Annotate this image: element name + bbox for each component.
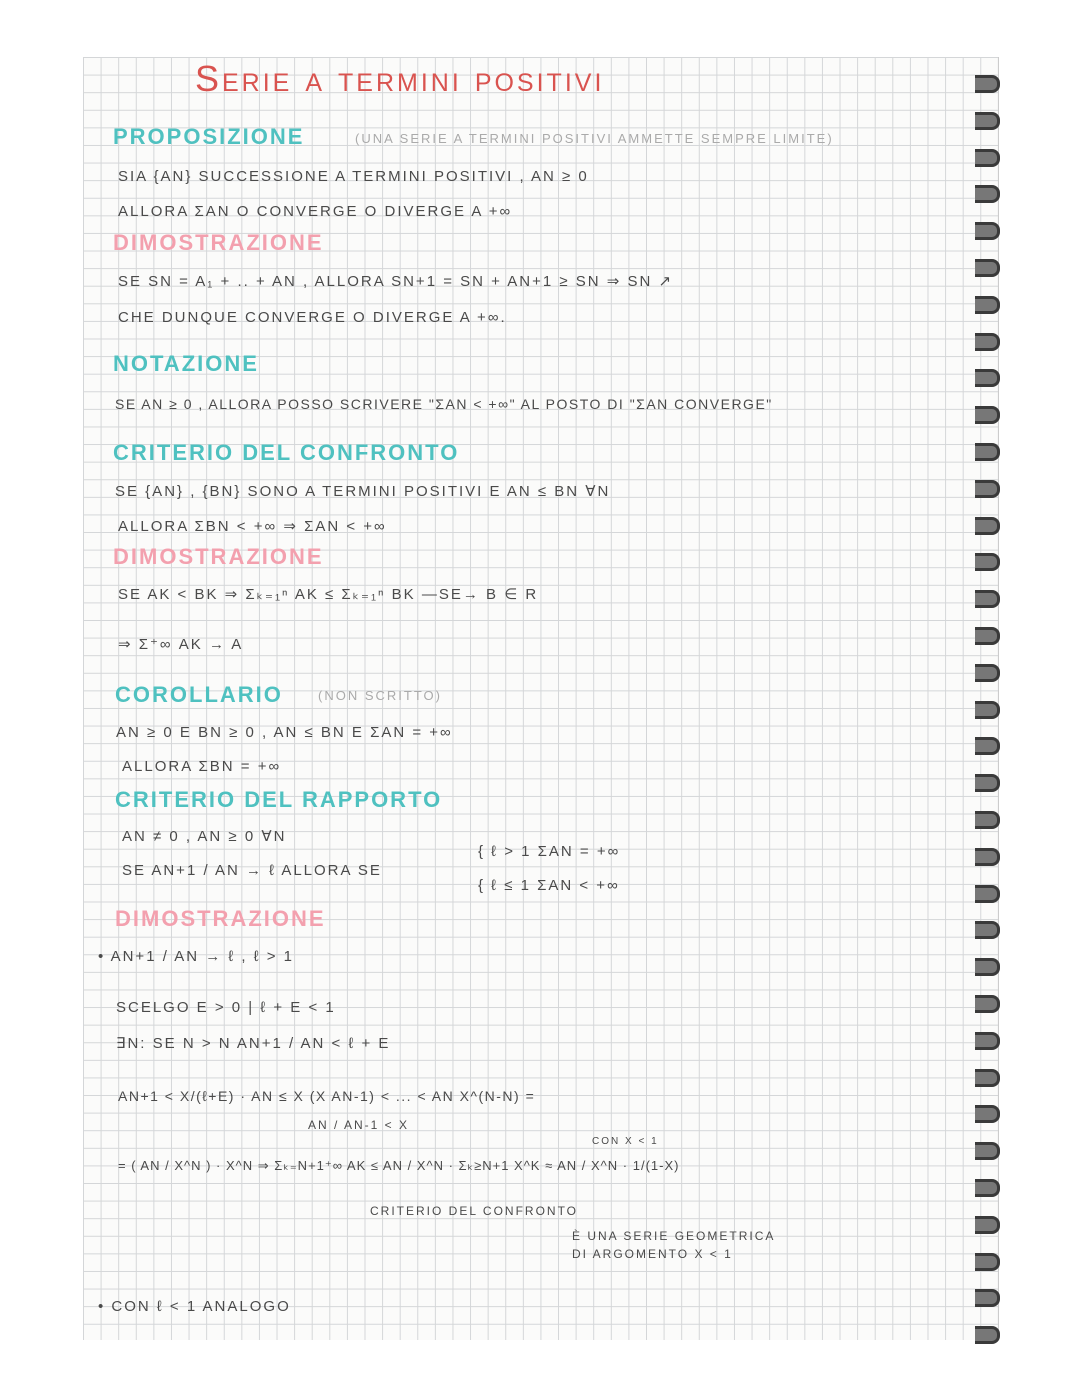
heading-dimostrazione: DIMOSTRAZIONE — [115, 906, 326, 931]
page-title: Serie a termini positivi — [195, 58, 605, 99]
text-line: SE {AN} , {BN} SONO A TERMINI POSITIVI E AN ≤ BN ∀N — [115, 483, 611, 500]
annotation: CRITERIO DEL CONFRONTO — [370, 1204, 579, 1218]
spiral-ring — [975, 406, 1000, 424]
spiral-ring — [975, 369, 1000, 387]
spiral-ring — [975, 1179, 1000, 1197]
text-line: SIA {AN} SUCCESSIONE A TERMINI POSITIVI , AN ≥ 0 — [118, 168, 589, 185]
text-line: • CON ℓ < 1 ANALOGO — [98, 1298, 291, 1315]
spiral-ring — [975, 1142, 1000, 1160]
spiral-ring — [975, 333, 1000, 351]
spiral-ring — [975, 1326, 1000, 1344]
heading-criterio-rapporto: CRITERIO DEL RAPPORTO — [115, 787, 443, 812]
spiral-ring — [975, 443, 1000, 461]
proposizione-aside: (UNA SERIE A TERMINI POSITIVI AMMETTE SEMPRE LIMITE) — [355, 131, 834, 146]
spiral-ring — [975, 921, 1000, 939]
spiral-ring — [975, 664, 1000, 682]
text-line: ∃N: SE N > N AN+1 / AN < ℓ + Ε — [116, 1035, 391, 1052]
spiral-ring — [975, 222, 1000, 240]
corollario-aside: (NON SCRITTO) — [318, 688, 442, 703]
spiral-ring — [975, 553, 1000, 571]
spiral-ring — [975, 1105, 1000, 1123]
spiral-ring — [975, 701, 1000, 719]
text-line: = ( AN / X^N ) · X^N ⇒ Σₖ₌N+1⁺∞ AK ≤ AN / X^N · Σₖ≥N+1 X^K ≈ AN / X^N · 1/(1-X) — [118, 1158, 680, 1173]
spiral-ring — [975, 590, 1000, 608]
text-line: AN ≠ 0 , AN ≥ 0 ∀N — [122, 828, 287, 845]
text-line: ALLORA ΣBN = +∞ — [122, 758, 282, 775]
text-line: ALLORA ΣBN < +∞ ⇒ ΣAN < +∞ — [118, 518, 387, 535]
spiral-ring — [975, 811, 1000, 829]
spiral-ring — [975, 517, 1000, 535]
text-line: ALLORA ΣAN O CONVERGE O DIVERGE A +∞ — [118, 203, 513, 220]
spiral-ring — [975, 259, 1000, 277]
spiral-ring — [975, 1069, 1000, 1087]
heading-notazione: NOTAZIONE — [113, 351, 259, 376]
annotation: È UNA SERIE GEOMETRICA — [572, 1229, 776, 1243]
spiral-ring — [975, 75, 1000, 93]
text-line: AN ≥ 0 E BN ≥ 0 , AN ≤ BN E ΣAN = +∞ — [116, 724, 453, 741]
heading-dimostrazione: DIMOSTRAZIONE — [113, 544, 324, 569]
text-line: { ℓ > 1 ΣAN = +∞ — [478, 843, 621, 860]
text-line: CHE DUNQUE CONVERGE O DIVERGE A +∞. — [118, 309, 507, 326]
heading-criterio-confronto: CRITERIO DEL CONFRONTO — [113, 440, 460, 465]
spiral-ring — [975, 1216, 1000, 1234]
spiral-ring — [975, 112, 1000, 130]
spiral-binding — [975, 75, 1005, 1335]
text-line: CON X < 1 — [592, 1136, 659, 1147]
spiral-ring — [975, 1289, 1000, 1307]
text-line: ⇒ Σ⁺∞ AK → A — [118, 636, 244, 653]
spiral-ring — [975, 958, 1000, 976]
text-line: { ℓ ≤ 1 ΣAN < +∞ — [478, 877, 620, 894]
spiral-ring — [975, 995, 1000, 1013]
spiral-ring — [975, 848, 1000, 866]
heading-dimostrazione: DIMOSTRAZIONE — [113, 230, 324, 255]
spiral-ring — [975, 885, 1000, 903]
spiral-ring — [975, 185, 1000, 203]
annotation: DI ARGOMENTO X < 1 — [572, 1247, 733, 1261]
text-line: SE AK < BK ⇒ Σₖ₌₁ⁿ AK ≤ Σₖ₌₁ⁿ BK —SE→ B ∈ R — [118, 586, 539, 603]
text-line: SE AN+1 / AN → ℓ ALLORA SE — [122, 862, 382, 879]
text-line: SE SN = A₁ + .. + AN , ALLORA SN+1 = SN + AN+1 ≥ SN ⇒ SN ↗ — [118, 273, 674, 290]
spiral-ring — [975, 737, 1000, 755]
spiral-ring — [975, 627, 1000, 645]
heading-corollario: COROLLARIO — [115, 682, 283, 707]
heading-proposizione: PROPOSIZIONE — [113, 124, 305, 149]
spiral-ring — [975, 296, 1000, 314]
spiral-ring — [975, 1032, 1000, 1050]
text-line: AN / AN-1 < X — [308, 1118, 410, 1132]
text-line: • AN+1 / AN → ℓ , ℓ > 1 — [98, 948, 295, 965]
text-line: SCELGO Ε > 0 | ℓ + Ε < 1 — [116, 999, 336, 1016]
spiral-ring — [975, 774, 1000, 792]
spiral-ring — [975, 1253, 1000, 1271]
text-line: AN+1 < X/(ℓ+Ε) · AN ≤ X (X AN-1) < ... < AN X^(N-N) = — [118, 1088, 536, 1104]
spiral-ring — [975, 149, 1000, 167]
spiral-ring — [975, 480, 1000, 498]
text-line: SE AN ≥ 0 , ALLORA POSSO SCRIVERE "ΣAN < +∞" AL POSTO DI "ΣAN CONVERGE" — [115, 396, 773, 412]
